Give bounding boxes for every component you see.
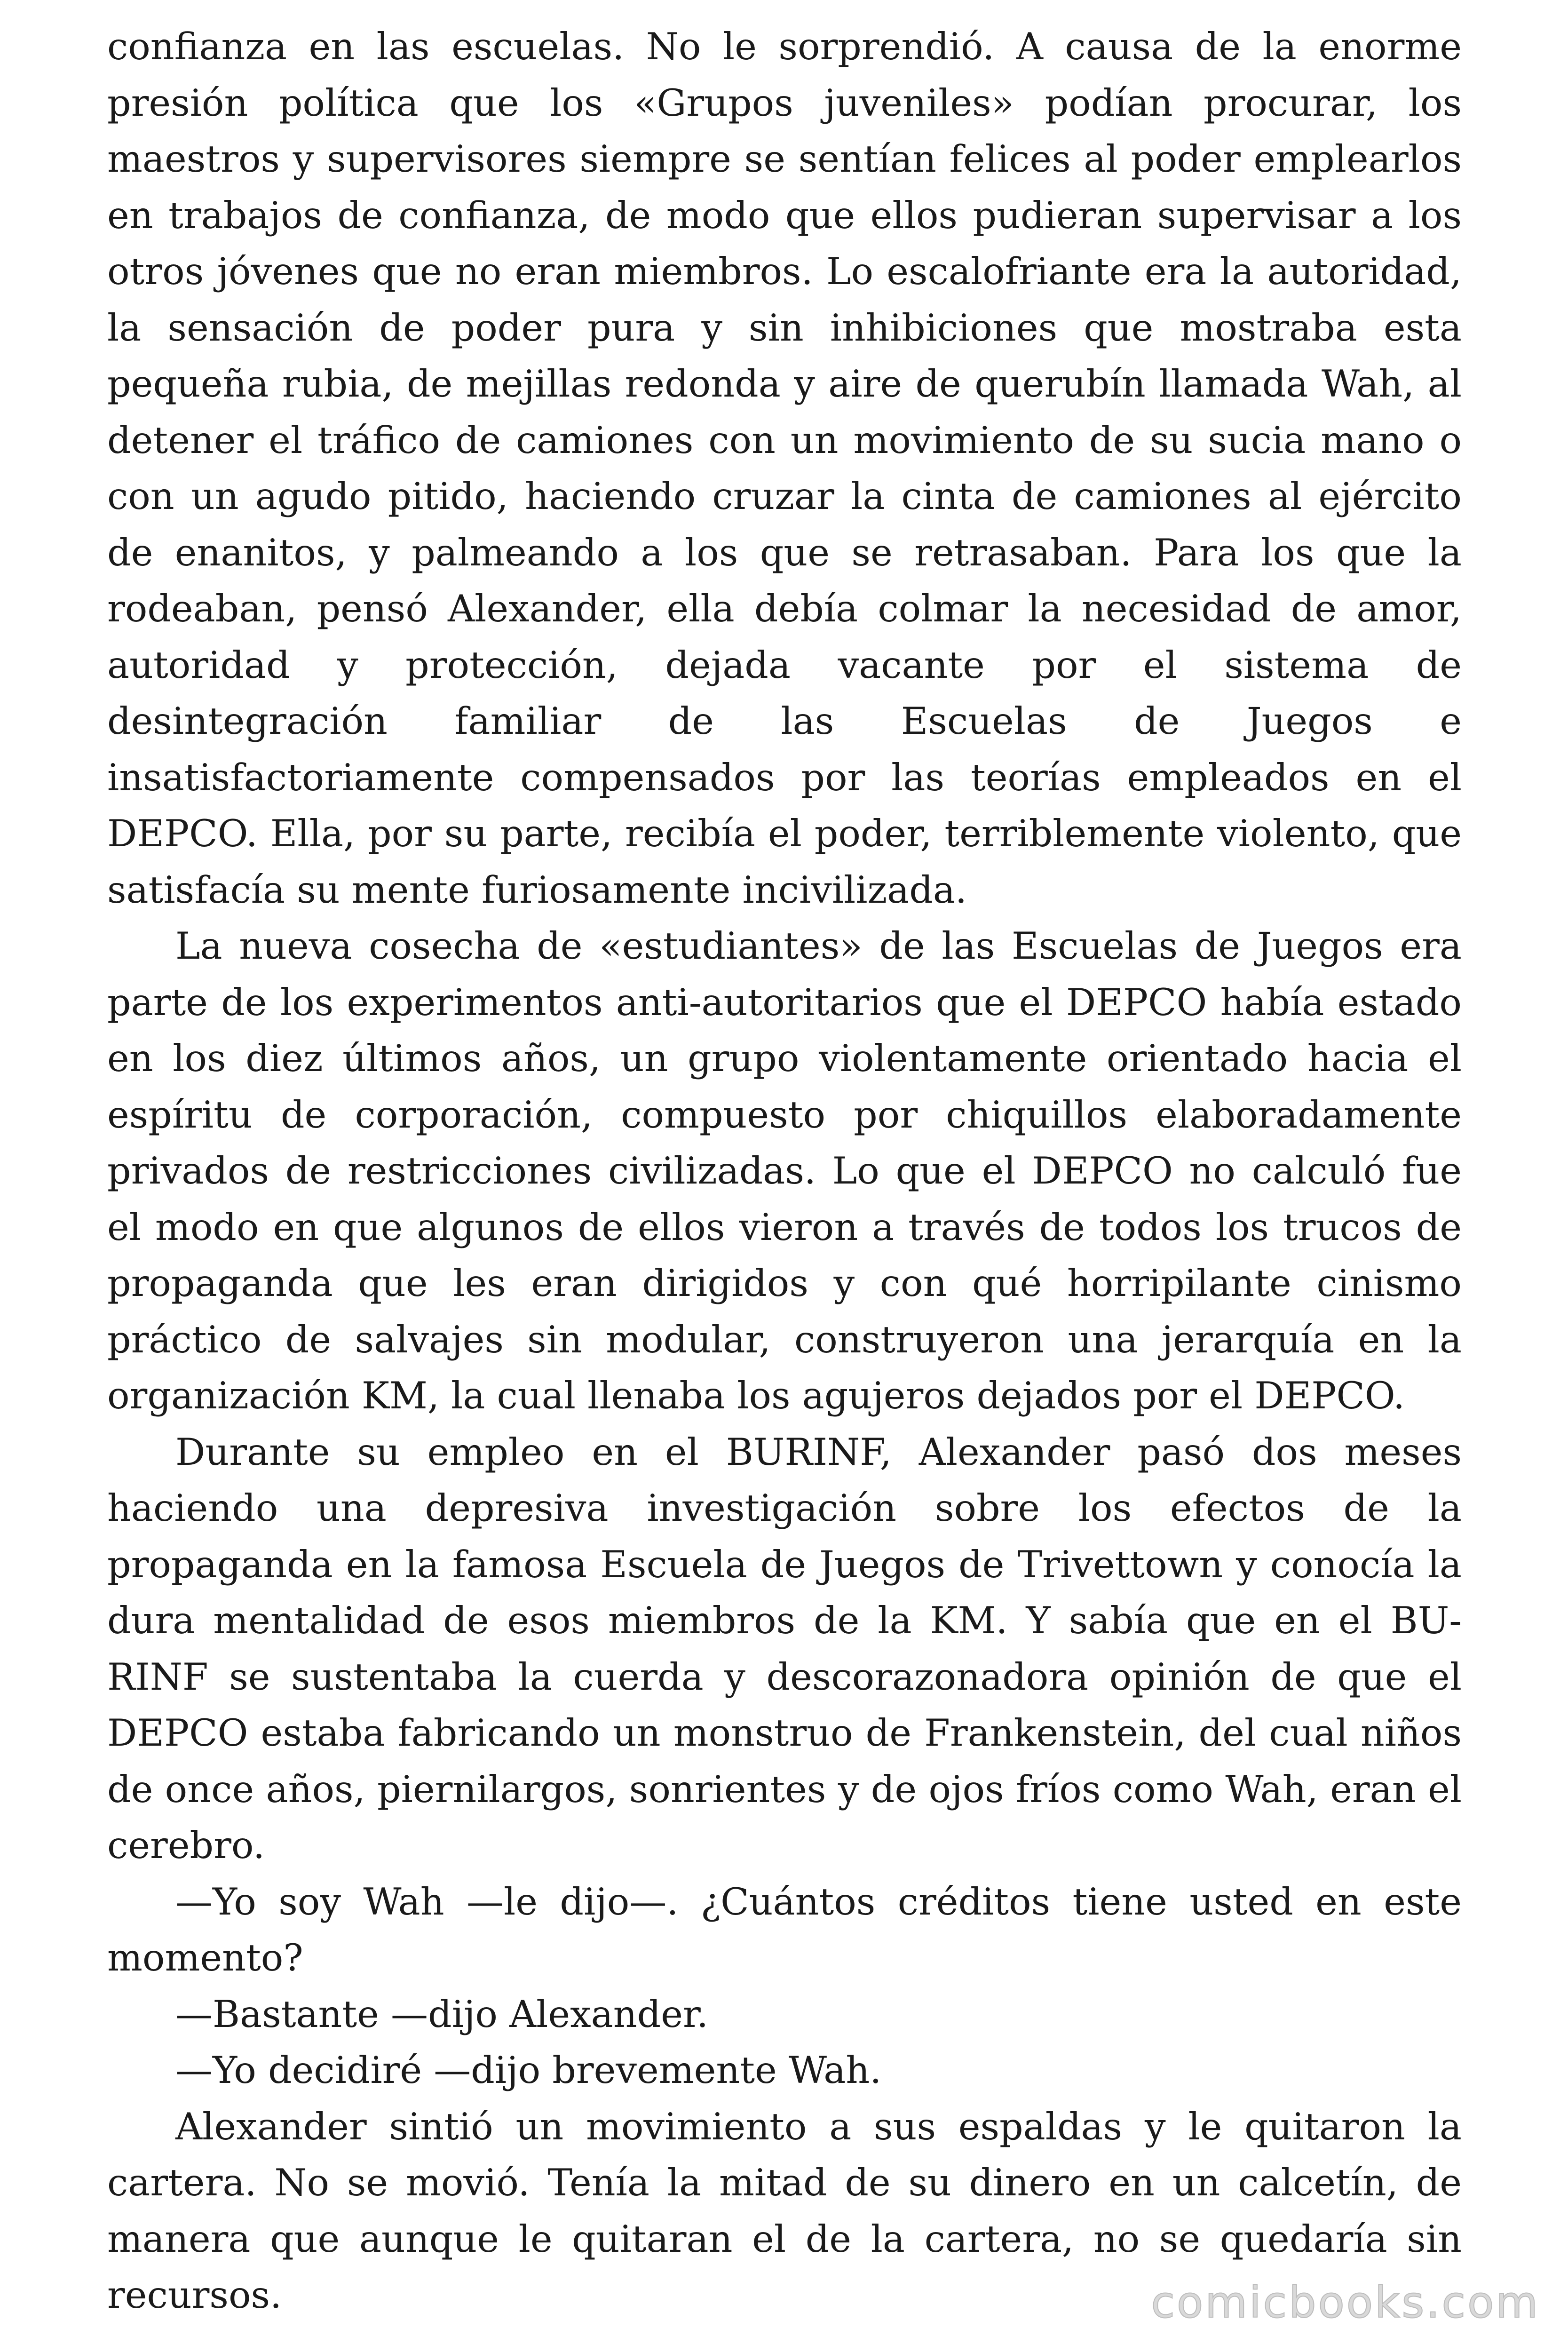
dialogue-line-wah: —Yo soy Wah —le dijo—. ¿Cuántos créditos tiene usted en este momento? [107, 1880, 1462, 1979]
page-text [107, 19, 1462, 2324]
paragraph-2: La nueva cosecha de «estudiantes» de las Escuelas de Juegos era parte de los experimentos anti-autoritarios que el DEPCO había estado en los diez últimos años, un grupo violentamente orientado hacia el espíritu de corporación, compuesto por chiquillos elaboradamente privados de restricciones civilizadas. Lo que el DEPCO no calculó fue el modo en que algunos de ellos vieron a través de todos los trucos de propaganda que les eran dirigidos y con qué horripilante cinismo práctico de salvajes sin modular, construyeron una jerarquía en la organización KM, la cual llenaba los agujeros dejados por el DEPCO. [107, 924, 1462, 1417]
dialogue-line-alexander: —Bastante —dijo Alexander. [175, 1992, 709, 2036]
paragraph-final: Alexander sintió un movimiento a sus espaldas y le quitaron la cartera. No se movió. Tenía la mitad de su dinero en un calcetín, de manera que aunque le quitaran el de la cartera, no se quedaría sin recursos. [107, 2105, 1462, 2317]
paragraph-1: confianza en las escuelas. No le sorprendió. A causa de la enorme presión política que los «Grupos juveniles» podían procurar, los maestros y supervisores siempre se sentían felices al poder emplearlos en trabajos de confianza, de modo que ellos pudieran supervisar a los otros jóvenes que no eran miembros. Lo escalofriante era la autoridad, la sensación de poder pura y sin inhibiciones que mostraba esta pequeña rubia, de mejillas redonda y aire de querubín llamada Wah, al detener el tráfico de camiones con un movimiento de su sucia mano o con un agudo pitido, haciendo cruzar la cinta de camiones al ejército de enanitos, y palmeando a los que se retrasaban. Para los que la rodeaban, pensó Alexander, ella debía colmar la necesidad de amor, autoridad y protección, dejada vacante por el sistema de desintegración familiar de las Escuelas de Juegos e insatisfactoriamente compensados por las teorías empleados en el DEPCO. Ella, por su parte, recibía el poder, terriblemente violento, que satisfacía su mente furiosamente incivilizada. [107, 25, 1462, 912]
paragraph-3: Durante su empleo en el BURINF, Alexander pasó dos meses haciendo una depresiva investigación sobre los efectos de la propaganda en la famosa Escuela de Juegos de Trivettown y conocía la dura mentalidad de esos miembros de la KM. Y sabía que en el BURINF se sustentaba la cuerda y descorazonadora opinión de que el DEPCO estaba fabricando un monstruo de Frankenstein, del cual niños de once años, piernilargos, sonrientes y de ojos fríos como Wah, eran el cerebro. [107, 1430, 1462, 1867]
watermark-text: comicbooks.com [1151, 2277, 1540, 2328]
dialogue-line-wah-decides: —Yo decidiré —dijo brevemente Wah. [175, 2049, 882, 2092]
